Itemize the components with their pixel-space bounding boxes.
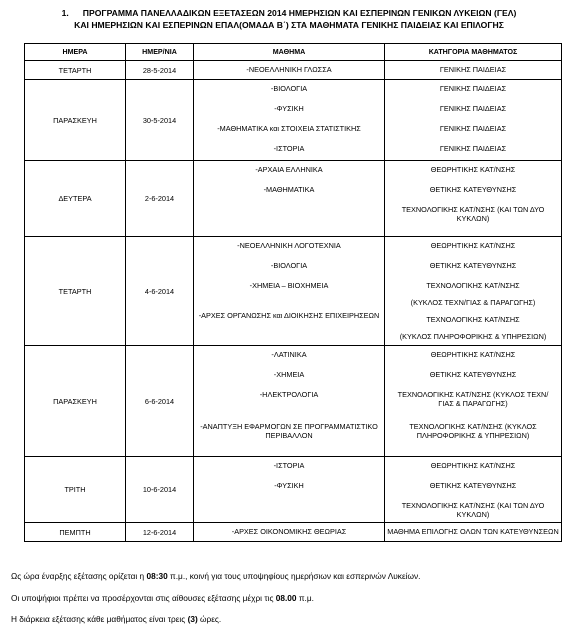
table-row	[25, 523, 562, 542]
subject-cell	[194, 237, 385, 346]
category-item: ΓΕΝΙΚΗΣ ΠΑΙΔΕΙΑΣ	[439, 84, 507, 93]
subject-item: -ΑΡΧΕΣ ΟΙΚΟΝΟΜΙΚΗΣ ΘΕΩΡΙΑΣ	[231, 527, 347, 536]
footer-arrival-time: Οι υποψήφιοι πρέπει να προσέρχονται στις αίθουσες εξέτασης μέχρι τις 08.00 π.μ.	[11, 593, 314, 603]
day-cell	[25, 237, 126, 346]
day-cell	[25, 61, 126, 80]
table-row	[25, 80, 562, 161]
duration-value: (3)	[187, 614, 198, 624]
date-cell	[126, 61, 194, 80]
subject-cell	[194, 61, 385, 80]
document-title	[0, 8, 578, 31]
subject-item: -ΛΑΤΙΝΙΚΑ	[271, 350, 307, 359]
day-label: ΠΑΡΑΣΚΕΥΗ	[53, 115, 97, 125]
subject-item: -ΦΥΣΙΚΗ	[274, 104, 304, 113]
subject-cell	[194, 523, 385, 542]
footer-duration: Η διάρκεια εξέτασης κάθε μαθήματος είναι τρεις (3) ώρες.	[11, 614, 222, 624]
day-label: ΠΕΜΠΤΗ	[59, 527, 91, 537]
category-item: (ΚΥΚΛΟΣ ΠΛΗΡΟΦΟΡΙΚΗΣ & ΥΠΗΡΕΣΙΩΝ)	[399, 332, 547, 341]
category-item: ΘΕΩΡΗΤΙΚΗΣ ΚΑΤ/ΝΣΗΣ	[430, 241, 516, 250]
table-row	[25, 161, 562, 237]
date-label: 4-6-2014	[144, 286, 175, 296]
category-item: ΤΕΧΝΟΛΟΓΙΚΗΣ ΚΑΤ/ΝΣΗΣ (ΚΥΚΛΟΣ ΠΛΗΡΟΦΟΡΙΚΗΣ & ΥΠΗΡΕΣΙΩΝ)	[409, 422, 537, 440]
category-item: ΘΕΩΡΗΤΙΚΗΣ ΚΑΤ/ΝΣΗΣ	[430, 165, 516, 174]
table-row	[25, 346, 562, 457]
day-label: ΠΑΡΑΣΚΕΥΗ	[53, 396, 97, 406]
day-cell	[25, 523, 126, 542]
category-item: ΘΕΤΙΚΗΣ ΚΑΤΕΥΘΥΝΣΗΣ	[429, 481, 517, 490]
category-item: ΓΕΝΙΚΗΣ ΠΑΙΔΕΙΑΣ	[439, 124, 507, 133]
category-cell	[385, 457, 562, 523]
arrival-time-value: 08.00	[275, 593, 297, 603]
subject-item: -ΧΗΜΕΙΑ – ΒΙΟΧΗΜΕΙΑ	[249, 281, 329, 290]
category-item: ΓΕΝΙΚΗΣ ΠΑΙΔΕΙΑΣ	[439, 65, 507, 74]
header-category: ΚΑΤΗΓΟΡΙΑ ΜΑΘΗΜΑΤΟΣ	[385, 44, 562, 61]
date-cell	[126, 161, 194, 237]
date-cell	[126, 457, 194, 523]
subject-item: -ΒΙΟΛΟΓΙΑ	[270, 84, 308, 93]
date-cell	[126, 346, 194, 457]
date-cell	[126, 80, 194, 161]
subject-item: -ΧΗΜΕΙΑ	[273, 370, 305, 379]
day-label: ΤΕΤΑΡΤΗ	[58, 286, 92, 296]
category-item: ΘΕΤΙΚΗΣ ΚΑΤΕΥΘΥΝΣΗΣ	[429, 185, 517, 194]
category-item: ΤΕΧΝΟΛΟΓΙΚΗΣ ΚΑΤ/ΝΣΗΣ	[426, 281, 520, 290]
category-item: ΤΕΧΝΟΛΟΓΙΚΗΣ ΚΑΤ/ΝΣΗΣ (ΚΥΚΛΟΣ ΤΕΧΝ/ΓΙΑΣ & ΠΑΡΑΓΩΓΗΣ)	[397, 390, 549, 408]
date-label: 10-6-2014	[142, 485, 177, 494]
date-cell	[126, 237, 194, 346]
category-cell	[385, 161, 562, 237]
category-item: ΤΕΧΝΟΛΟΓΙΚΗΣ ΚΑΤ/ΝΣΗΣ (ΚΑΙ ΤΩΝ ΔΥΟ ΚΥΚΛΩΝ)	[401, 501, 545, 519]
category-cell	[385, 346, 562, 457]
table-row	[25, 457, 562, 523]
subject-item: -ΜΑΘΗΜΑΤΙΚΑ	[263, 185, 315, 194]
start-time-value: 08:30	[146, 571, 168, 581]
subject-item: -ΜΑΘΗΜΑΤΙΚΑ και ΣΤΟΙΧΕΙΑ ΣΤΑΤΙΣΤΙΚΗΣ	[217, 124, 361, 133]
subject-cell	[194, 457, 385, 523]
subject-cell	[194, 346, 385, 457]
date-cell	[126, 523, 194, 542]
title-line-1	[0, 8, 578, 20]
category-cell	[385, 237, 562, 346]
footer-start-time: Ως ώρα έναρξης εξέτασης ορίζεται η 08:30 π.μ., κοινή για τους υποψηφίους ημερήσιων και εσπερινών Λυκείων.	[11, 571, 421, 581]
category-item: ΘΕΩΡΗΤΙΚΗΣ ΚΑΤ/ΝΣΗΣ	[430, 461, 516, 470]
category-item: (ΚΥΚΛΟΣ ΤΕΧΝ/ΓΙΑΣ & ΠΑΡΑΓΩΓΗΣ)	[410, 298, 536, 307]
category-item: ΤΕΧΝΟΛΟΓΙΚΗΣ ΚΑΤ/ΝΣΗΣ (ΚΑΙ ΤΩΝ ΔΥΟ ΚΥΚΛΩΝ)	[401, 205, 545, 223]
header-row	[25, 44, 562, 61]
subject-item: -ΑΡΧΕΣ ΟΡΓΑΝΩΣΗΣ και ΔΙΟΙΚΗΣΗΣ ΕΠΙΧΕΙΡΗΣΕΩΝ	[198, 311, 380, 320]
category-item: ΓΕΝΙΚΗΣ ΠΑΙΔΕΙΑΣ	[439, 104, 507, 113]
table-row	[25, 61, 562, 80]
day-label: ΤΡΙΤΗ	[64, 485, 86, 494]
category-item: ΘΕΤΙΚΗΣ ΚΑΤΕΥΘΥΝΣΗΣ	[429, 370, 517, 379]
day-label: ΤΕΤΑΡΤΗ	[58, 65, 92, 75]
subject-item: -ΝΕΟΕΛΛΗΝΙΚΗ ΛΟΓΟΤΕΧΝΙΑ	[237, 241, 341, 250]
category-cell	[385, 523, 562, 542]
subject-item: -ΗΛΕΚΤΡΟΛΟΓΙΑ	[259, 390, 319, 399]
header-day: ΗΜΕΡΑ	[25, 44, 126, 61]
subject-item: -ΝΕΟΕΛΛΗΝΙΚΗ ΓΛΩΣΣΑ	[246, 65, 332, 74]
date-label: 30-5-2014	[142, 115, 177, 125]
subject-item: -ΒΙΟΛΟΓΙΑ	[270, 261, 308, 270]
date-label: 28-5-2014	[142, 65, 177, 75]
header-subject: ΜΑΘΗΜΑ	[194, 44, 385, 61]
date-label: 6-6-2014	[144, 396, 175, 406]
date-label: 2-6-2014	[144, 194, 175, 203]
day-cell	[25, 80, 126, 161]
subject-item: -ΙΣΤΟΡΙΑ	[273, 461, 305, 470]
subject-item: -ΑΝΑΠΤΥΞΗ ΕΦΑΡΜΟΓΩΝ ΣΕ ΠΡΟΓΡΑΜΜΑΤΙΣΤΙΚΟ ΠΕΡΙΒΑΛΛΟΝ	[200, 422, 378, 440]
category-cell	[385, 61, 562, 80]
category-item: ΘΕΤΙΚΗΣ ΚΑΤΕΥΘΥΝΣΗΣ	[429, 261, 517, 270]
table-row	[25, 237, 562, 346]
day-cell	[25, 161, 126, 237]
category-item: ΓΕΝΙΚΗΣ ΠΑΙΔΕΙΑΣ	[439, 144, 507, 153]
day-cell	[25, 457, 126, 523]
subject-cell	[194, 161, 385, 237]
subject-item: -ΙΣΤΟΡΙΑ	[273, 144, 305, 153]
subject-item: -ΑΡΧΑΙΑ ΕΛΛΗΝΙΚΑ	[255, 165, 323, 174]
category-cell	[385, 80, 562, 161]
day-label: ΔΕΥΤΕΡΑ	[58, 194, 92, 203]
category-item: ΜΑΘΗΜΑ ΕΠΙΛΟΓΗΣ ΟΛΩΝ ΤΩΝ ΚΑΤΕΥΘΥΝΣΕΩΝ	[387, 527, 559, 536]
header-date: ΗΜΕΡ/ΝΙΑ	[126, 44, 194, 61]
exam-schedule-table	[24, 43, 562, 542]
title-line-2: ΚΑΙ ΗΜΕΡΗΣΙΩΝ ΚΑΙ ΕΣΠΕΡΙΝΩΝ ΕΠΑΛ(ΟΜΑΔΑ Β΄) ΣΤΑ ΜΑΘΗΜΑΤΑ ΓΕΝΙΚΗΣ ΠΑΙΔΕΙΑΣ ΚΑΙ ΕΠΙΛΟΓΗΣ	[74, 19, 504, 30]
date-label: 12-6-2014	[142, 527, 177, 537]
category-item: ΘΕΩΡΗΤΙΚΗΣ ΚΑΤ/ΝΣΗΣ	[430, 350, 516, 359]
category-item: ΤΕΧΝΟΛΟΓΙΚΗΣ ΚΑΤ/ΝΣΗΣ	[426, 315, 520, 324]
subject-cell	[194, 80, 385, 161]
day-cell	[25, 346, 126, 457]
subject-item: -ΦΥΣΙΚΗ	[274, 481, 304, 490]
section-number: 1.	[61, 8, 69, 18]
title-text-1: ΠΡΟΓΡΑΜΜΑ ΠΑΝΕΛΛΑΔΙΚΩΝ ΕΞΕΤΑΣΕΩΝ 2014 ΗΜΕΡΗΣΙΩΝ ΚΑΙ ΕΣΠΕΡΙΝΩΝ ΓΕΝΙΚΩΝ ΛΥΚΕΙΩΝ (ΓΕΛ)	[82, 8, 517, 18]
